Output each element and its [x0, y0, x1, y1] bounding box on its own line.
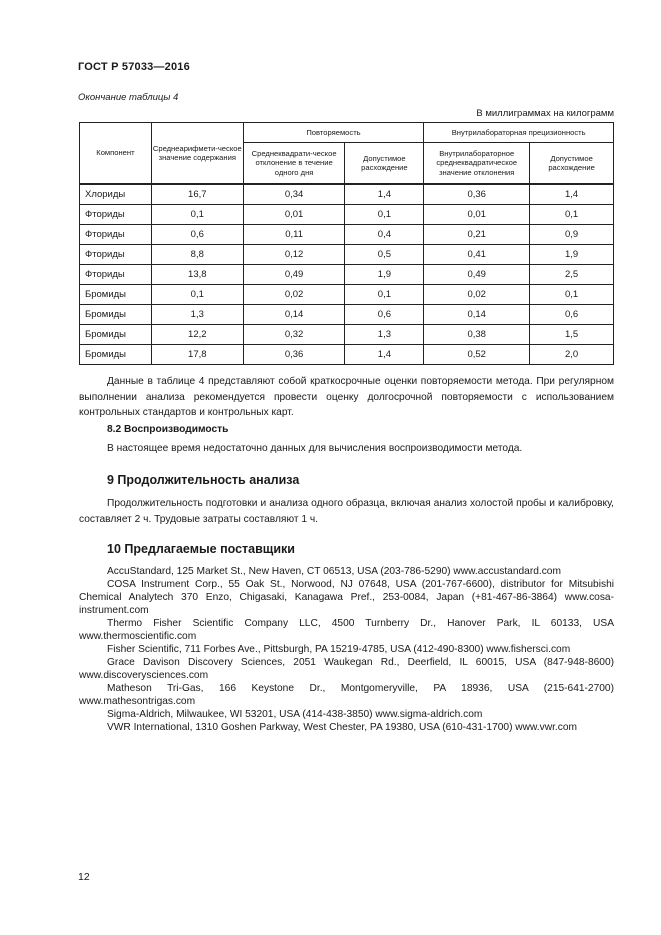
- table-cell-component: Бромиды: [80, 345, 152, 365]
- table-cell-value: 2,5: [530, 265, 614, 285]
- table-cell-value: 16,7: [151, 184, 243, 205]
- table-cell-component: Хлориды: [80, 184, 152, 205]
- table-row: [80, 205, 614, 225]
- table-cell-value: 1,4: [345, 184, 424, 205]
- table-cell-value: 1,3: [345, 325, 424, 345]
- supplier-item: Fisher Scientific, 711 Forbes Ave., Pittsburgh, PA 15219-4785, USA (412-490-8300) www.fishersci.com: [107, 644, 571, 655]
- table-row: [80, 225, 614, 245]
- table-cell-value: 0,11: [243, 225, 345, 245]
- table-cell-value: 0,36: [424, 184, 530, 205]
- table-cell-value: 0,1: [151, 285, 243, 305]
- table-cell-value: 1,3: [151, 305, 243, 325]
- table-cell-value: 0,32: [243, 325, 345, 345]
- table-cell-value: 0,49: [424, 265, 530, 285]
- suppliers-list: [79, 565, 614, 734]
- table-cell-value: 13,8: [151, 265, 243, 285]
- table-cell-value: 0,9: [530, 225, 614, 245]
- table-cell-value: 1,5: [530, 325, 614, 345]
- table-cell-value: 1,4: [530, 184, 614, 205]
- table-cell-value: 0,5: [345, 245, 424, 265]
- table-cell-value: 0,14: [243, 305, 345, 325]
- table-cell-value: 0,01: [424, 205, 530, 225]
- table-cell-component: Фториды: [80, 225, 152, 245]
- table-row: [80, 285, 614, 305]
- table-cell-value: 0,1: [530, 285, 614, 305]
- table-cell-value: 0,02: [243, 285, 345, 305]
- table-cell-value: 0,6: [530, 305, 614, 325]
- table-row: [80, 305, 614, 325]
- section-8-2-title: 8.2 Воспроизводимость: [107, 424, 229, 435]
- table-cell-value: 0,6: [151, 225, 243, 245]
- header-intralab-allowed: Допустимое расхождение: [530, 143, 614, 185]
- results-table: [79, 122, 614, 365]
- table-cell-value: 0,1: [345, 205, 424, 225]
- table-caption: Окончание таблицы 4: [78, 92, 179, 103]
- header-repeatability-allowed: Допустимое расхождение: [345, 143, 424, 185]
- table-cell-component: Бромиды: [80, 285, 152, 305]
- page-number: 12: [78, 871, 90, 883]
- table-row: [80, 265, 614, 285]
- table-cell-value: 17,8: [151, 345, 243, 365]
- table-row: [80, 184, 614, 205]
- section-9-title: 9 Продолжительность анализа: [107, 473, 300, 487]
- table-row: [80, 325, 614, 345]
- table-cell-value: 0,1: [530, 205, 614, 225]
- supplier-item: Sigma-Aldrich, Milwaukee, WI 53201, USA (414-438-3850) www.sigma-aldrich.com: [107, 709, 483, 720]
- table-cell-value: 1,9: [345, 265, 424, 285]
- table-units-note: В миллиграммах на килограмм: [476, 108, 614, 119]
- table-cell-value: 0,14: [424, 305, 530, 325]
- supplier-item: Grace Davison Discovery Sciences, 2051 Waukegan Rd., Deerfield, IL 60015, USA (847-948-8600) www.discoverysciences.com: [79, 657, 614, 681]
- table-cell-component: Фториды: [80, 205, 152, 225]
- table-cell-value: 0,1: [151, 205, 243, 225]
- supplier-item: Thermo Fisher Scientific Company LLC, 4500 Turnberry Dr., Hanover Park, IL 60133, USA www.thermoscientific.com: [79, 618, 614, 642]
- table-cell-value: 0,21: [424, 225, 530, 245]
- header-repeatability: Повторяемость: [243, 123, 424, 143]
- section-10-title: 10 Предлагаемые поставщики: [107, 542, 295, 556]
- table-cell-value: 0,41: [424, 245, 530, 265]
- supplier-item: AccuStandard, 125 Market St., New Haven, CT 06513, USA (203-786-5290) www.accustandard.com: [107, 566, 561, 577]
- supplier-item: VWR International, 1310 Goshen Parkway, West Chester, PA 19380, USA (610-431-1700) www.vwr.com: [107, 722, 577, 733]
- table-cell-value: 0,01: [243, 205, 345, 225]
- table-cell-value: 0,49: [243, 265, 345, 285]
- table-cell-component: Бромиды: [80, 305, 152, 325]
- table-row: [80, 245, 614, 265]
- table-cell-component: Фториды: [80, 265, 152, 285]
- table-cell-value: 0,52: [424, 345, 530, 365]
- supplier-item: COSA Instrument Corp., 55 Oak St., Norwood, NJ 07648, USA (201-767-6600), distributor for Mitsubishi Chemical Analytech 370 Enzo, Chigasaki, Kanagawa Pref., 253-0084, Japan (+81-467-86-3864) www.cosa-instrument.com: [79, 579, 614, 616]
- table-cell-value: 0,12: [243, 245, 345, 265]
- table-cell-value: 0,02: [424, 285, 530, 305]
- header-component: Компонент: [80, 123, 152, 185]
- table-cell-value: 2,0: [530, 345, 614, 365]
- document-standard-id: ГОСТ Р 57033—2016: [78, 61, 190, 73]
- section-8-2-text: В настоящее время недостаточно данных для вычисления воспроизводимости метода.: [107, 443, 523, 454]
- table-cell-value: 0,38: [424, 325, 530, 345]
- table-cell-value: 1,4: [345, 345, 424, 365]
- table-cell-value: 1,9: [530, 245, 614, 265]
- header-repeatability-sd: Среднеквадрати-ческое отклонение в течение одного дня: [243, 143, 345, 185]
- table-cell-value: 0,36: [243, 345, 345, 365]
- table-cell-value: 0,1: [345, 285, 424, 305]
- table-body: [80, 184, 614, 365]
- header-intralab-precision: Внутрилабораторная прецизионность: [424, 123, 614, 143]
- table-cell-value: 0,6: [345, 305, 424, 325]
- table-cell-component: Бромиды: [80, 325, 152, 345]
- table-cell-value: 8,8: [151, 245, 243, 265]
- table-cell-value: 12,2: [151, 325, 243, 345]
- table-cell-value: 0,4: [345, 225, 424, 245]
- table-row: [80, 345, 614, 365]
- table-cell-component: Фториды: [80, 245, 152, 265]
- supplier-item: Matheson Tri-Gas, 166 Keystone Dr., Montgomeryville, PA 18936, USA (215-641-2700) www.mathesontrigas.com: [79, 683, 614, 707]
- header-mean-value: Среднеарифмети-ческое значение содержания: [151, 123, 243, 185]
- table-note-paragraph: Данные в таблице 4 представляют собой краткосрочные оценки повторяемости метода. При регулярном выполнении анализа рекомендуется провести оценку долгосрочной повторяемости с использованием контрольных стандартов и контрольных карт.: [79, 376, 614, 418]
- table-cell-value: 0,34: [243, 184, 345, 205]
- section-9-text: Продолжительность подготовки и анализа одного образца, включая анализ холостой пробы и калибровку, составляет 2 ч. Трудовые затраты составляют 1 ч.: [79, 498, 614, 525]
- header-intralab-sd: Внутрилабораторное среднеквадратическое значение отклонения: [424, 143, 530, 185]
